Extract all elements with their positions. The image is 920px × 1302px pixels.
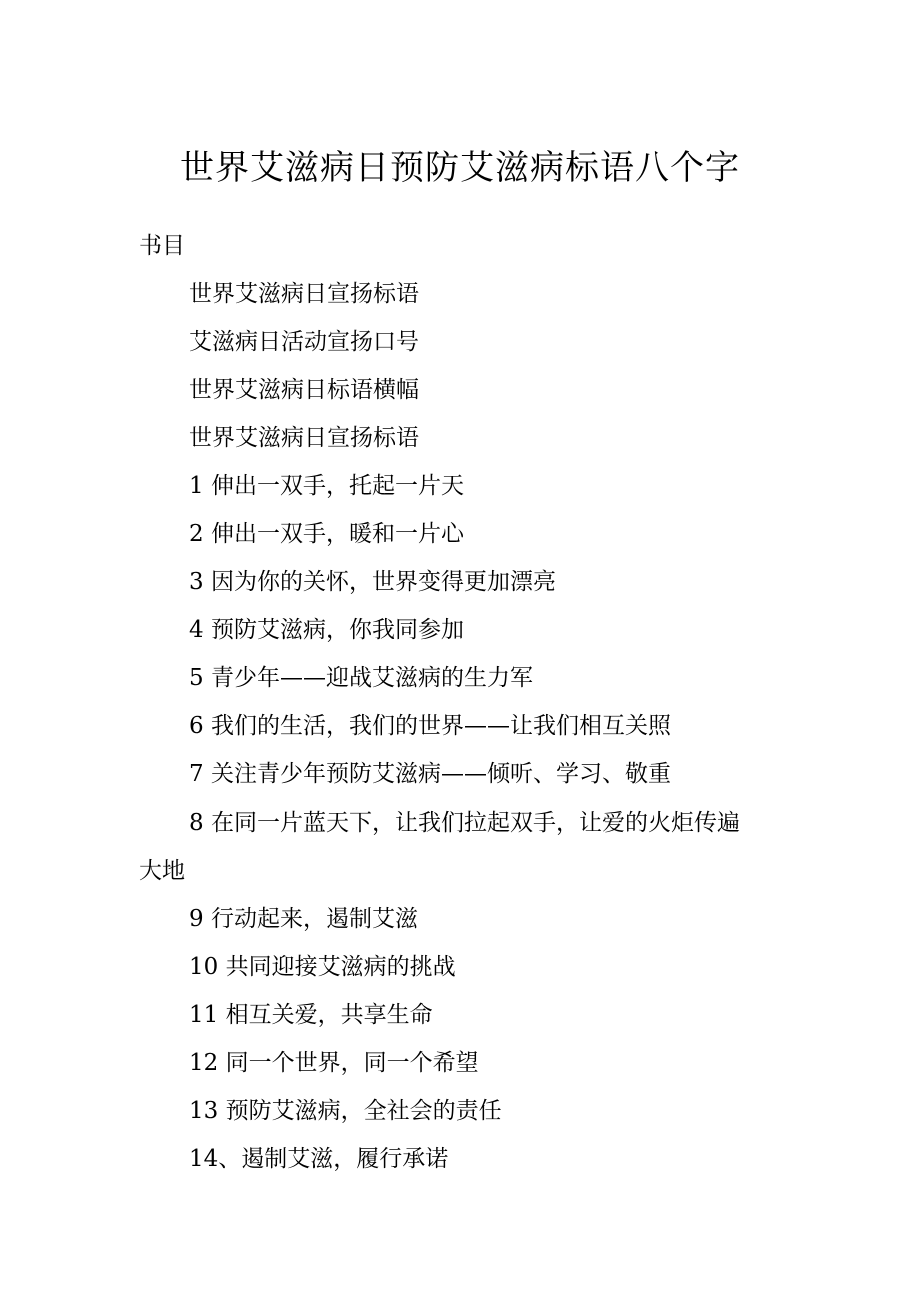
slogan-line: 2 伸出一双手，暖和一片心 [189,521,464,547]
slogan-line: 1 伸出一双手，托起一片天 [189,473,464,499]
slogan-line-continuation: 大地 [139,858,185,884]
slogan-line: 8 在同一片蓝天下，让我们拉起双手，让爱的火炬传遍 [189,810,740,836]
slogan-line: 10 共同迎接艾滋病的挑战 [189,954,456,980]
toc-item: 世界艾滋病日宣扬标语 [189,281,419,307]
slogan-line: 13 预防艾滋病，全社会的责任 [189,1098,502,1124]
section-heading: 世界艾滋病日宣扬标语 [189,425,419,451]
slogan-line: 6 我们的生活，我们的世界——让我们相互关照 [189,713,671,739]
toc-item: 世界艾滋病日标语横幅 [189,377,419,403]
slogan-line: 11 相互关爱，共享生命 [189,1002,433,1028]
toc-heading: 书目 [139,233,185,259]
slogan-line: 9 行动起来，遏制艾滋 [189,906,418,932]
page-title: 世界艾滋病日预防艾滋病标语八个字 [180,148,740,188]
slogan-line: 5 青少年——迎战艾滋病的生力军 [189,665,533,691]
slogan-line: 7 关注青少年预防艾滋病——倾听、学习、敬重 [189,761,671,787]
slogan-line: 12 同一个世界，同一个希望 [189,1050,479,1076]
slogan-line: 14、遏制艾滋，履行承诺 [189,1146,449,1172]
toc-item: 艾滋病日活动宣扬口号 [189,329,419,355]
slogan-line: 3 因为你的关怀，世界变得更加漂亮 [189,569,556,595]
slogan-line: 4 预防艾滋病，你我同参加 [189,617,464,643]
